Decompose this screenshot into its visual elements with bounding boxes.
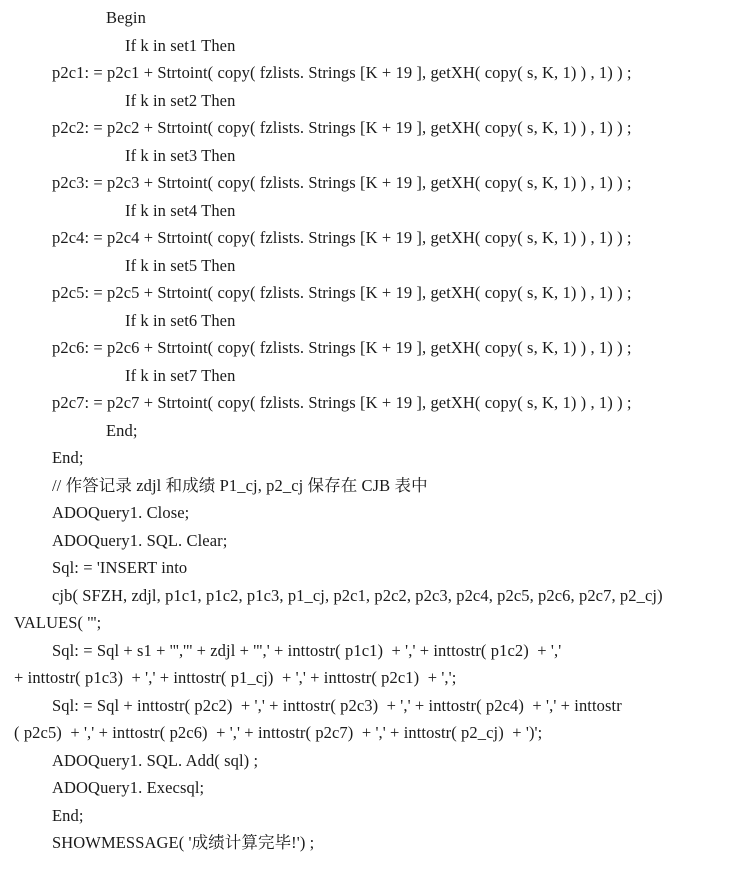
code-line-end-final: End; (52, 806, 84, 825)
code-line-if-set6: If k in set6 Then (125, 311, 236, 330)
code-line-sql-append-2: Sql: = Sql + inttostr( p2c2) + ',' + inttostr( p2c3) + ',' + inttostr( p2c4) + ',' + inttostr (52, 696, 622, 715)
code-line-if-set2: If k in set2 Then (125, 91, 236, 110)
code-line-values: VALUES( '''; (14, 613, 102, 632)
code-line-p2c5: p2c5: = p2c5 + Strtoint( copy( fzlists. Strings [K + 19 ], getXH( copy( s, K, 1) ) , 1) ) ; (52, 283, 632, 302)
code-line-if-set4: If k in set4 Then (125, 201, 236, 220)
code-line-if-set3: If k in set3 Then (125, 146, 236, 165)
code-line-p2c6: p2c6: = p2c6 + Strtoint( copy( fzlists. Strings [K + 19 ], getXH( copy( s, K, 1) ) , 1) ) ; (52, 338, 632, 357)
code-line-sql-clear: ADOQuery1. SQL. Clear; (52, 531, 228, 550)
code-line-end-inner: End; (106, 421, 138, 440)
code-line-begin: Begin (106, 8, 146, 27)
code-line-if-set7: If k in set7 Then (125, 366, 236, 385)
code-line-cjb-columns: cjb( SFZH, zdjl, p1c1, p1c2, p1c3, p1_cj, p2c1, p2c2, p2c3, p2c4, p2c5, p2c6, p2c7, p2_cj) (52, 586, 663, 605)
code-line-p2c4: p2c4: = p2c4 + Strtoint( copy( fzlists. Strings [K + 19 ], getXH( copy( s, K, 1) ) , 1) ) ; (52, 228, 632, 247)
code-line-p2c3: p2c3: = p2c3 + Strtoint( copy( fzlists. Strings [K + 19 ], getXH( copy( s, K, 1) ) , 1) ) ; (52, 173, 632, 192)
code-line-p2c1: p2c1: = p2c1 + Strtoint( copy( fzlists. Strings [K + 19 ], getXH( copy( s, K, 1) ) , 1) ) ; (52, 63, 632, 82)
code-line-end-outer: End; (52, 448, 84, 467)
code-line-execsql: ADOQuery1. Execsql; (52, 778, 205, 797)
code-line-sql-append-1: Sql: = Sql + s1 + ''',''' + zdjl + ''',' + inttostr( p1c1) + ',' + inttostr( p1c2) + ',' (52, 641, 562, 660)
code-line-query-close: ADOQuery1. Close; (52, 503, 190, 522)
code-line-if-set5: If k in set5 Then (125, 256, 236, 275)
code-line-comment: // 作答记录 zdjl 和成绩 P1_cj, p2_cj 保存在 CJB 表中 (52, 476, 428, 495)
code-line-sql-append-1-cont: + inttostr( p1c3) + ',' + inttostr( p1_cj) + ',' + inttostr( p2c1) + ','; (14, 668, 457, 687)
code-line-sql-append-2-cont: ( p2c5) + ',' + inttostr( p2c6) + ',' + inttostr( p2c7) + ',' + inttostr( p2_cj) + ')'; (14, 723, 543, 742)
code-line-sql-insert: Sql: = 'INSERT into (52, 558, 188, 577)
code-line-p2c7: p2c7: = p2c7 + Strtoint( copy( fzlists. Strings [K + 19 ], getXH( copy( s, K, 1) ) , 1) ) ; (52, 393, 632, 412)
code-line-sql-add: ADOQuery1. SQL. Add( sql) ; (52, 751, 259, 770)
code-line-showmessage: SHOWMESSAGE( '成绩计算完毕!') ; (52, 833, 315, 852)
code-line-if-set1: If k in set1 Then (125, 36, 236, 55)
code-line-p2c2: p2c2: = p2c2 + Strtoint( copy( fzlists. Strings [K + 19 ], getXH( copy( s, K, 1) ) , 1) ) ; (52, 118, 632, 137)
